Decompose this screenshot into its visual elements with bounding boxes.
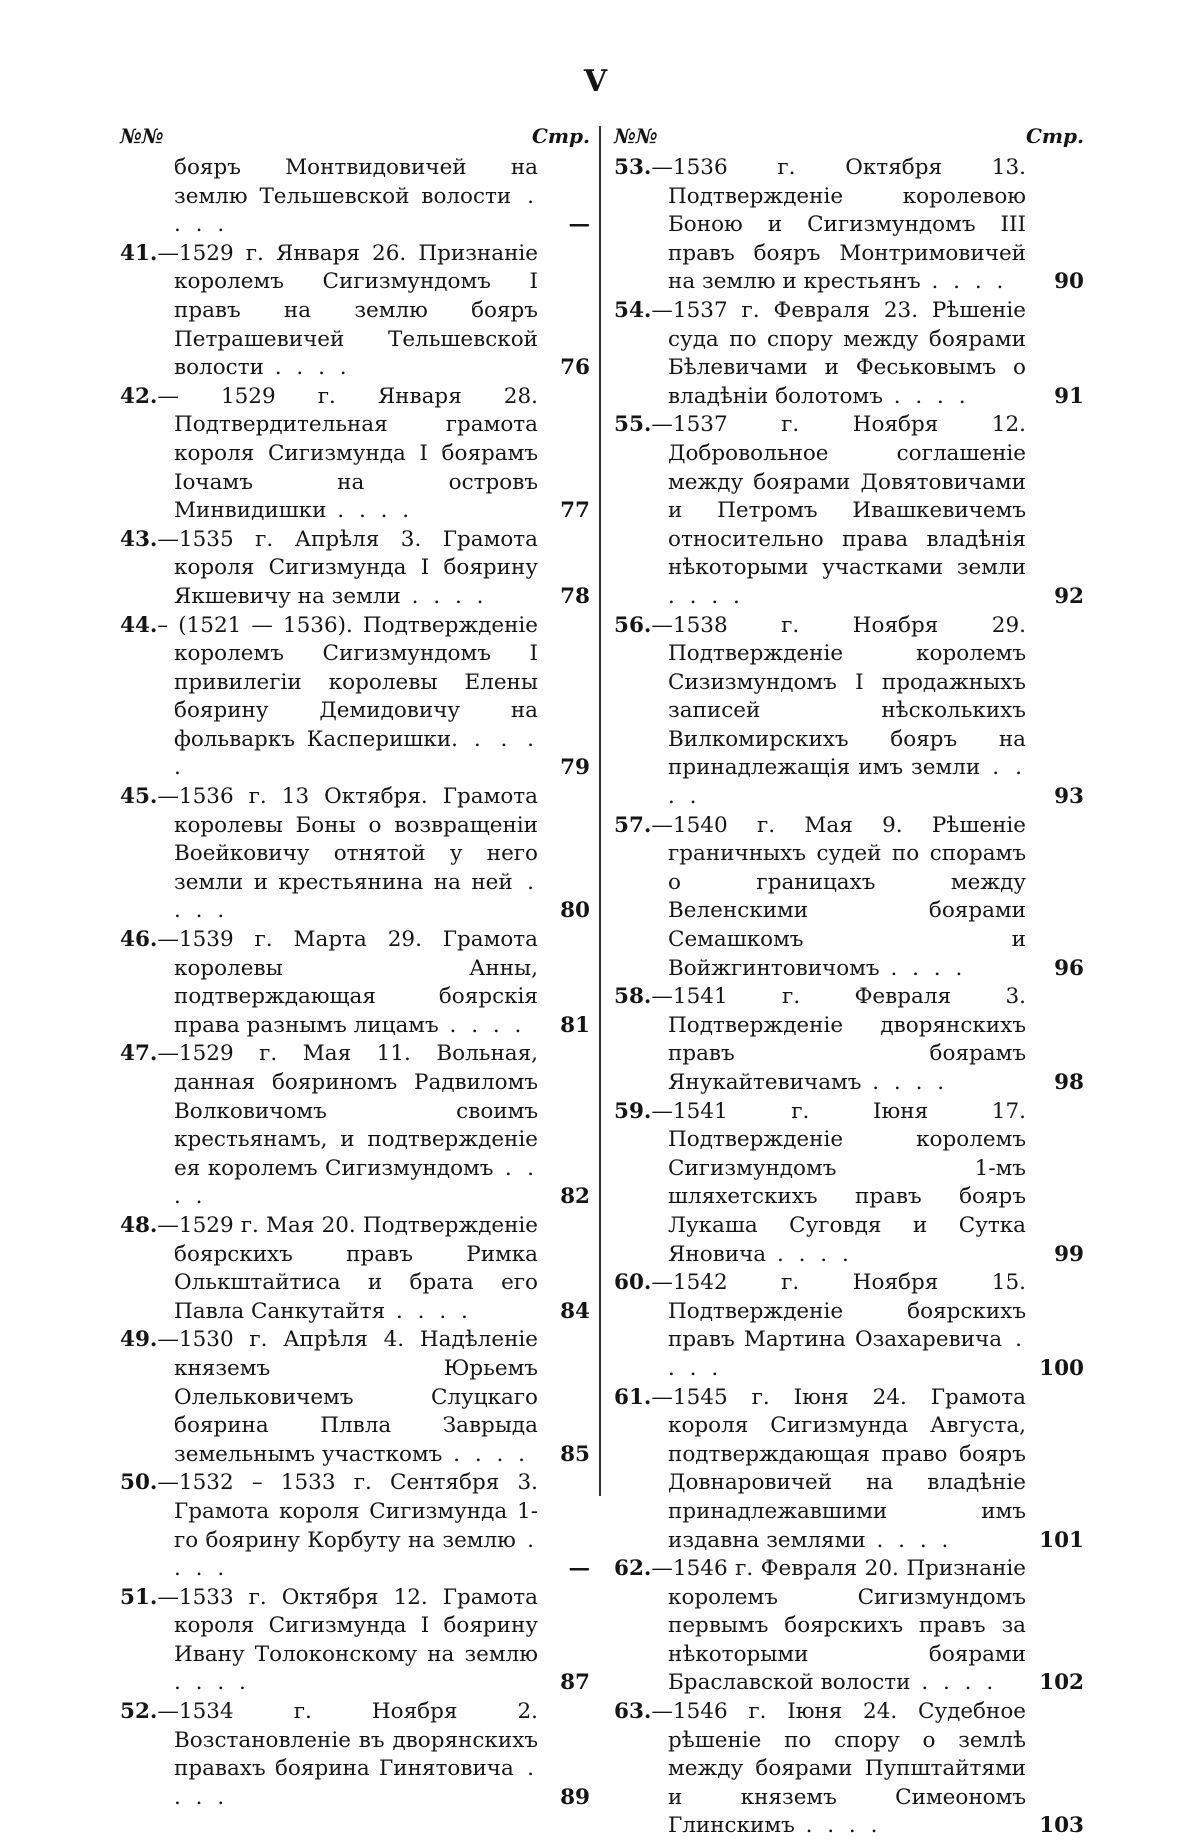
toc-entry-number: 49.: [120, 1327, 158, 1353]
dot-leader: . . . .: [174, 869, 539, 924]
toc-entry-number: 54.: [614, 297, 652, 323]
dot-leader: . . . .: [174, 1155, 538, 1210]
toc-entry[interactable]: [614, 154, 1084, 297]
toc-entry-page: —: [568, 1556, 590, 1582]
toc-entry-title: —1542 г. Ноября 15. Подтвержденіе боярскихъ правъ Мартина Озахаревича: [651, 1270, 1026, 1353]
toc-entry[interactable]: [614, 1384, 1084, 1556]
toc-entry[interactable]: [120, 1326, 590, 1469]
dot-leader: . . . .: [882, 383, 970, 409]
toc-entry-page: 90: [1054, 269, 1084, 295]
dot-leader: . . . .: [174, 1527, 538, 1582]
toc-entry-body: [120, 1584, 538, 1698]
toc-entry[interactable]: [120, 1584, 590, 1698]
toc-entry-title: —1532 – 1533 г. Сентября 3. Грамота короля Сигизмунда 1-го боярину Корбуту на землю: [157, 1470, 538, 1553]
toc-entry-page: 91: [1054, 383, 1084, 409]
page-column-label: Стр.: [531, 124, 590, 148]
toc-entry-body: [120, 612, 538, 784]
toc-entry-body: [614, 1384, 1026, 1556]
toc-entry-body: [120, 1212, 538, 1326]
dot-leader: . . . .: [385, 1298, 472, 1324]
dot-leader: . . . .: [865, 1527, 953, 1553]
toc-entry-page: 93: [1054, 784, 1084, 810]
toc-entry-number: 41.: [120, 240, 158, 266]
toc-entry-body: [120, 240, 538, 383]
toc-entry-page: 87: [560, 1670, 590, 1696]
dot-leader: . . . .: [442, 1441, 530, 1467]
toc-entry-number: 45.: [120, 784, 158, 810]
toc-entry-number: 60.: [614, 1270, 652, 1296]
toc-entry[interactable]: [120, 1212, 590, 1326]
dot-leader: . . . .: [263, 355, 351, 381]
dot-leader: . . . .: [438, 1012, 526, 1038]
toc-entry-title: —1529 г. Мая 20. Подтвержденіе боярскихъ правъ Римка Олькштайтиса и брата его Павла Санкутайтя: [157, 1212, 538, 1324]
toc-entry-page: —: [568, 212, 590, 238]
dot-leader: . . . .: [400, 583, 488, 609]
toc-entry-page: 82: [560, 1184, 590, 1210]
toc-entry-title: —1529 г. Мая 11. Вольная, данная бояриномъ Радвиломъ Волковичомъ своимъ крестьянамъ, и подтвержденіе ея королемъ Сигизмундомъ: [157, 1041, 538, 1181]
toc-entry-number: 44.: [120, 612, 158, 638]
toc-entry-page: 81: [560, 1012, 590, 1038]
toc-entry-page: 101: [1039, 1527, 1084, 1553]
toc-entry[interactable]: [614, 1098, 1084, 1270]
toc-entry-number: 53.: [614, 155, 652, 180]
dot-leader: . . . .: [174, 1756, 539, 1810]
column-header: [120, 124, 590, 154]
toc-entry-body: [614, 297, 1026, 411]
dot-leader: . . . .: [668, 755, 1026, 810]
toc-entry-number: 46.: [120, 927, 158, 953]
toc-entry-title: – (1521 — 1536). Подтвержденіе королемъ Сигизмундомъ I привилегіи королевы Елены боярину Демидовичу на фольваркъ Касперишки.: [157, 612, 538, 752]
toc-entry-body: [614, 812, 1026, 984]
toc-entry-body: [120, 1326, 538, 1469]
toc-entry-number: 58.: [614, 984, 652, 1010]
toc-entry-number: 61.: [614, 1384, 652, 1410]
dot-leader: . . . .: [879, 955, 967, 981]
toc-entry[interactable]: [614, 1555, 1084, 1698]
toc-entry-title: —1539 г. Марта 29. Грамота королевы Анны, подтверждающая боярскія права разнымъ лицамъ: [157, 927, 538, 1038]
toc-entry-title: —1530 г. Апрѣля 4. Надѣленіе княземъ Юрьемъ Олельковичемъ Слуцкаго боярина Плвла Заврыда земельнымъ участкомъ: [157, 1327, 538, 1467]
toc-entry-title: —1533 г. Октября 12. Грамота короля Сигизмунда I боярину Ивану Толоконскому на землю: [157, 1584, 538, 1667]
toc-entry-body: [120, 383, 538, 526]
toc-column-left: [120, 124, 590, 1810]
toc-entry[interactable]: [614, 411, 1084, 611]
toc-entry-title: —1540 г. Мая 9. Рѣшеніе граничныхъ судей по спорамъ о границахъ между Веленскими боярами Семашкомъ и Войжгинтовичомъ: [651, 812, 1026, 981]
dot-leader: . . . .: [326, 498, 414, 524]
toc-entry-title: —1536 г. Октября 13. Подтвержденіе королевою Боною и Сигизмундомъ III правъ бояръ Монтримовичей на землю и крестьянъ: [651, 155, 1026, 295]
toc-entry[interactable]: [120, 383, 590, 526]
toc-entry-number: 52.: [120, 1699, 158, 1725]
toc-entry-page: 96: [1054, 955, 1084, 981]
toc-column-right: [614, 124, 1084, 1839]
toc-entry-body: [614, 411, 1026, 611]
dot-leader: . . . .: [668, 583, 744, 609]
toc-entry-body: [614, 983, 1026, 1097]
toc-entry-title: —1541 г. Февраля 3. Подтвержденіе дворянскихъ правъ боярамъ Янукайтевичамъ: [651, 984, 1026, 1095]
toc-entry-title: —1535 г. Апрѣля 3. Грамота короля Сигизмунда I боярину Якшевичу на земли: [157, 526, 538, 609]
toc-entry-number: 63.: [614, 1699, 652, 1725]
number-column-label: №№: [614, 124, 658, 148]
toc-entry-title: —1545 г. Іюня 24. Грамота короля Сигизмунда Августа, подтверждающая право бояръ Довнаровичей на владѣніе принадлежавшими имъ издавна землями: [651, 1384, 1026, 1553]
toc-entry-title: —1538 г. Ноября 29. Подтвержденіе королемъ Сизизмундомъ I продажныхъ записей нѣсколькихъ Вилкомирскихъ бояръ на принадлежащія имъ земли: [651, 612, 1026, 781]
toc-entry-title: —1534 г. Ноября 2. Возстановленіе въ дворянскихъ правахъ боярина Гинятовича: [157, 1699, 538, 1782]
dot-leader: . . . .: [174, 1670, 250, 1696]
toc-entry-number: 47.: [120, 1041, 158, 1067]
toc-entry-number: 43.: [120, 526, 158, 552]
toc-entry-body: [120, 1040, 538, 1212]
toc-entry[interactable]: [120, 783, 590, 926]
toc-entry-title: —1537 г. Февраля 23. Рѣшеніе суда по спору между боярами Бѣлевичами и Феськовымъ о владѣніи болотомъ: [651, 297, 1026, 409]
toc-entry-title: бояръ Монтвидовичей на землю Тельшевской волости: [174, 155, 538, 209]
toc-entry-title: —1546 г. Февраля 20. Признаніе королемъ Сигизмундомъ первымъ боярскихъ правъ за нѣкоторыми боярами Браславской волости: [651, 1556, 1026, 1696]
toc-entry[interactable]: [614, 983, 1084, 1097]
toc-entry-body: [614, 1098, 1026, 1270]
dot-leader: . . . .: [861, 1070, 949, 1095]
toc-entry-page: 100: [1039, 1355, 1084, 1381]
toc-entry-page: 99: [1054, 1241, 1084, 1267]
toc-entry[interactable]: [614, 812, 1084, 984]
toc-entry-body: [120, 526, 538, 612]
page-number: V: [583, 64, 608, 99]
toc-entry-title: —1541 г. Іюня 17. Подтвержденіе королемъ Сигизмундомъ 1-мъ шляхетскихъ правъ бояръ Лукаша Суговдя и Сутка Яновича: [651, 1098, 1026, 1267]
toc-entry-page: 98: [1054, 1070, 1084, 1095]
toc-entry-body: [120, 1698, 538, 1812]
toc-entry-page: 103: [1039, 1813, 1084, 1839]
toc-entry-body: [120, 783, 538, 926]
dot-leader: . . . .: [910, 1670, 998, 1696]
toc-entry-body: [120, 1469, 538, 1583]
toc-entry[interactable]: [120, 612, 590, 784]
toc-entry-page: 89: [560, 1784, 590, 1810]
toc-entry-number: 48.: [120, 1212, 158, 1238]
dot-leader: . . . .: [668, 1327, 1026, 1381]
toc-entry-page: 92: [1054, 583, 1084, 609]
toc-entry[interactable]: [614, 612, 1084, 812]
dot-leader: . . . .: [920, 269, 1008, 295]
toc-entry[interactable]: [120, 154, 590, 240]
toc-entry[interactable]: [120, 1698, 590, 1812]
toc-entry[interactable]: [120, 1469, 590, 1583]
toc-entry-number: 42.: [120, 383, 158, 409]
toc-entry-page: 79: [560, 755, 590, 781]
toc-entries-right: [614, 154, 1084, 1841]
page-column-label: Стр.: [1025, 124, 1084, 148]
toc-entry-body: [614, 1698, 1026, 1841]
toc-entry-body: [120, 154, 538, 240]
number-column-label: №№: [120, 124, 164, 148]
toc-entry-title: —1546 г. Іюня 24. Судебное рѣшеніе по спору о землѣ между боярами Пупштайтями и княземъ Симеономъ Глинскимъ: [651, 1699, 1026, 1839]
toc-entry-number: 57.: [614, 812, 652, 838]
toc-entry-page: 80: [560, 898, 590, 924]
column-header: [614, 124, 1084, 154]
dot-leader: . . . .: [174, 726, 538, 781]
toc-entry-page: 102: [1039, 1670, 1084, 1696]
toc-entry[interactable]: [120, 926, 590, 1040]
toc-entry-title: — 1529 г. Января 28. Подтвердительная грамота короля Сигизмунда I боярамъ Іочамъ на островъ Минвидишки: [157, 383, 538, 524]
toc-entry-number: 62.: [614, 1556, 652, 1582]
toc-entry[interactable]: [120, 240, 590, 383]
toc-entry-body: [120, 926, 538, 1040]
toc-entry-number: 50.: [120, 1470, 158, 1496]
toc-entry-body: [614, 1555, 1026, 1698]
toc-entry-title: —1529 г. Января 26. Признаніе королемъ Сигизмундомъ I правъ на землю бояръ Петрашевичей Тельшевской волости: [157, 240, 538, 381]
toc-entry[interactable]: [120, 526, 590, 612]
toc-entry-body: [614, 612, 1026, 812]
toc-entry-title: —1537 г. Ноября 12. Добровольное соглашеніе между боярами Довятовичами и Петромъ Ивашкевичемъ относительно права владѣнія нѣкоторыми участками земли: [651, 412, 1026, 581]
toc-entry-body: [614, 154, 1026, 297]
toc-entry-number: 51.: [120, 1584, 158, 1610]
toc-entry-body: [614, 1269, 1026, 1383]
toc-entry-number: 56.: [614, 612, 652, 638]
toc-entry-page: 85: [560, 1441, 590, 1467]
toc-entry[interactable]: [614, 1698, 1084, 1841]
dot-leader: . . . .: [766, 1241, 853, 1267]
toc-entry[interactable]: [614, 297, 1084, 411]
toc-entries-left: [120, 154, 590, 1812]
dot-leader: . . . .: [794, 1813, 882, 1839]
toc-entry-title: —1536 г. 13 Октября. Грамота королевы Боны о возвращеніи Воейковичу отнятой у него земли и крестьянина на ней: [157, 784, 538, 895]
toc-entry[interactable]: [120, 1040, 590, 1212]
toc-entry-number: 55.: [614, 412, 652, 438]
toc-entry[interactable]: [614, 1269, 1084, 1383]
toc-entry-page: 78: [560, 583, 590, 609]
column-divider: [599, 126, 601, 1496]
dot-leader: . . . .: [174, 183, 538, 238]
toc-entry-page: 77: [560, 498, 590, 524]
toc-entry-page: 76: [560, 355, 590, 381]
toc-entry-page: 84: [560, 1298, 590, 1324]
toc-entry-number: 59.: [614, 1098, 652, 1124]
